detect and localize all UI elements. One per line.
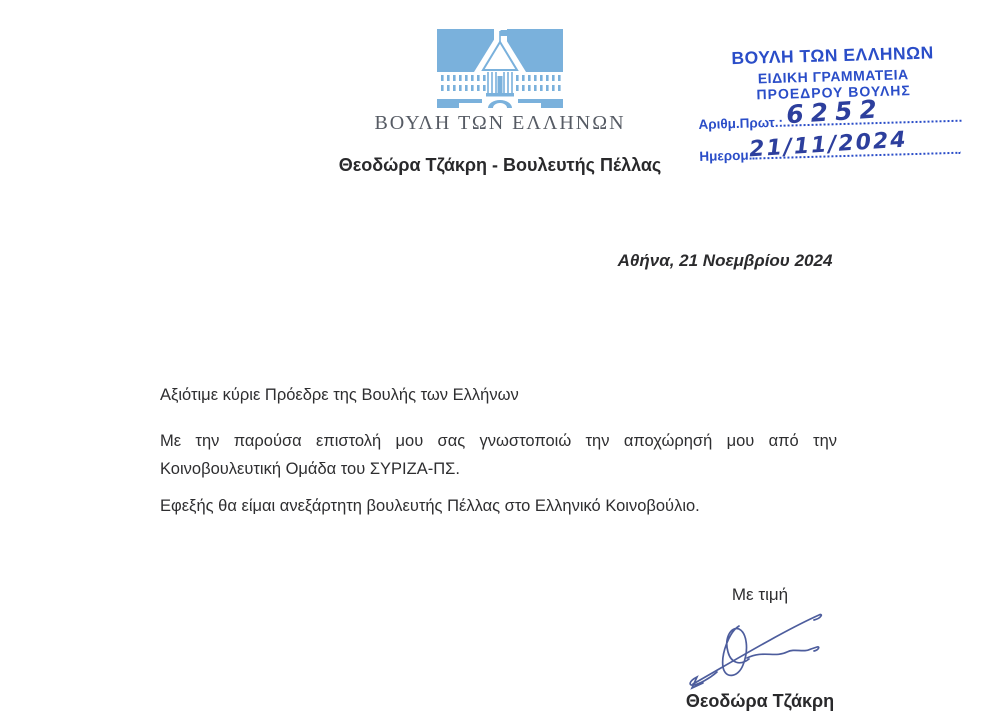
protocol-number-handwritten: 6252 <box>785 94 885 130</box>
stamp-secretariat: ΕΙΔΙΚΗ ΓΡΑΜΜΑΤΕΙΑ <box>757 66 909 87</box>
letter-paragraph-1: Με την παρούσα επιστολή μου σας γνωστοποιώ την αποχώρησή μου από την Κοινοβουλευτική Ομάδα του ΣΥΡΙΖΑ-ΠΣ. <box>160 432 837 478</box>
sender-name-line: Θεοδώρα Τζάκρη - Βουλευτής Πέλλας <box>338 155 662 175</box>
letter-greeting: Αξιότιμε κύριε Πρόεδρε της Βουλής των Ελλήνων <box>160 386 519 404</box>
letter-dateline: Αθήνα, 21 Νοεμβρίου 2024 <box>617 251 833 270</box>
closing-salutation: Με τιμή <box>731 585 789 604</box>
stamp-title: ΒΟΥΛΗ ΤΩΝ ΕΛΛΗΝΩΝ <box>731 42 935 69</box>
stamp-protocol-row <box>698 94 988 133</box>
parliament-title: ΒΟΥΛΗ ΤΩΝ ΕΛΛΗΝΩΝ <box>374 112 626 134</box>
stamp-date-label: Ημερομ. <box>699 147 753 165</box>
registry-stamp <box>696 41 989 169</box>
protocol-number-label: Αριθμ.Πρωτ.: <box>698 114 784 133</box>
handwritten-signature-icon <box>683 606 838 694</box>
signature-printed-name: Θεοδώρα Τζάκρη <box>685 691 835 711</box>
stamp-date-row <box>699 127 989 165</box>
stamp-date-handwritten: 21/11/2024 <box>748 127 909 163</box>
stamp-speaker-office: ΠΡΟΕΔΡΟΥ ΒΟΥΛΗΣ <box>756 82 912 103</box>
letter-paragraph-2: Εφεξής θα είμαι ανεξάρτητη βουλευτής Πέλλας στο Ελληνικό Κοινοβούλιο. <box>160 497 700 515</box>
parliament-building-logo-icon <box>432 26 568 112</box>
